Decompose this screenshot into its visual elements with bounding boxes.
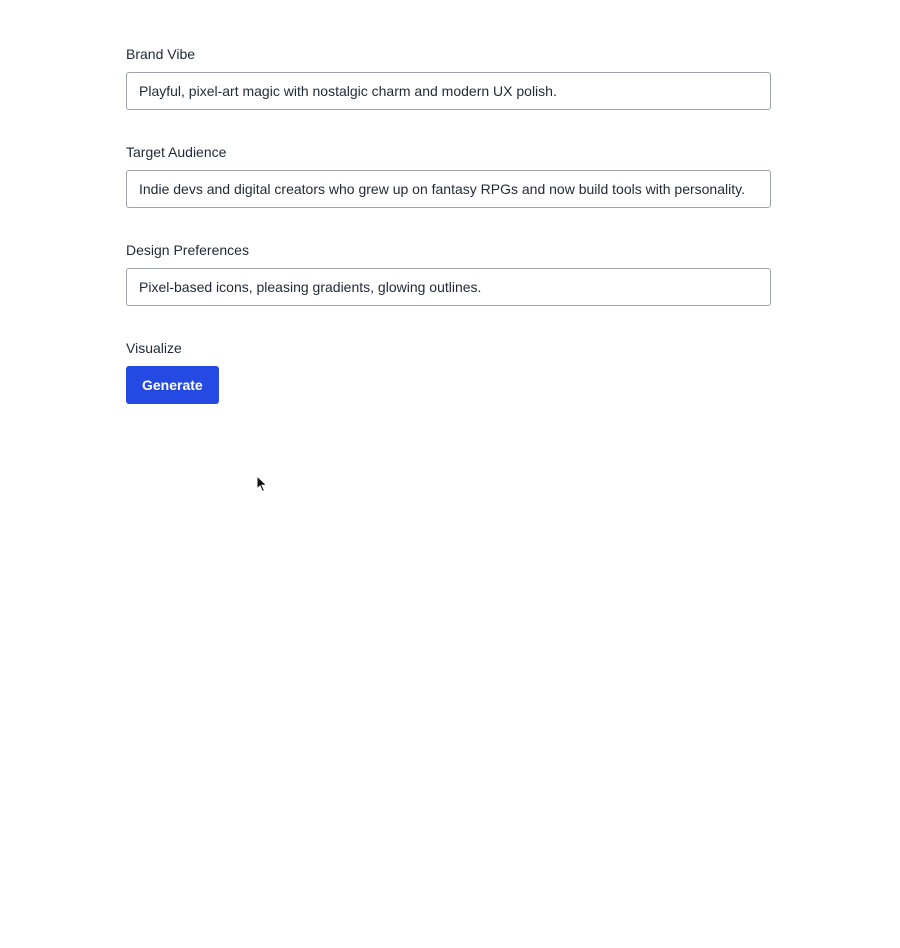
mouse-pointer-icon bbox=[256, 475, 268, 493]
brand-vibe-field bbox=[126, 44, 771, 110]
brand-vibe-label: Brand Vibe bbox=[126, 46, 196, 62]
brand-vibe-input[interactable] bbox=[126, 72, 771, 110]
target-audience-input[interactable] bbox=[126, 170, 771, 208]
design-preferences-field bbox=[126, 240, 771, 306]
generate-button[interactable]: Generate bbox=[126, 366, 219, 404]
brand-form bbox=[126, 44, 771, 404]
design-preferences-input[interactable] bbox=[126, 268, 771, 306]
visualize-label: Visualize bbox=[126, 340, 182, 356]
visualize-section bbox=[126, 338, 771, 404]
target-audience-field bbox=[126, 142, 771, 208]
target-audience-label: Target Audience bbox=[126, 144, 227, 160]
design-preferences-label: Design Preferences bbox=[126, 242, 249, 258]
